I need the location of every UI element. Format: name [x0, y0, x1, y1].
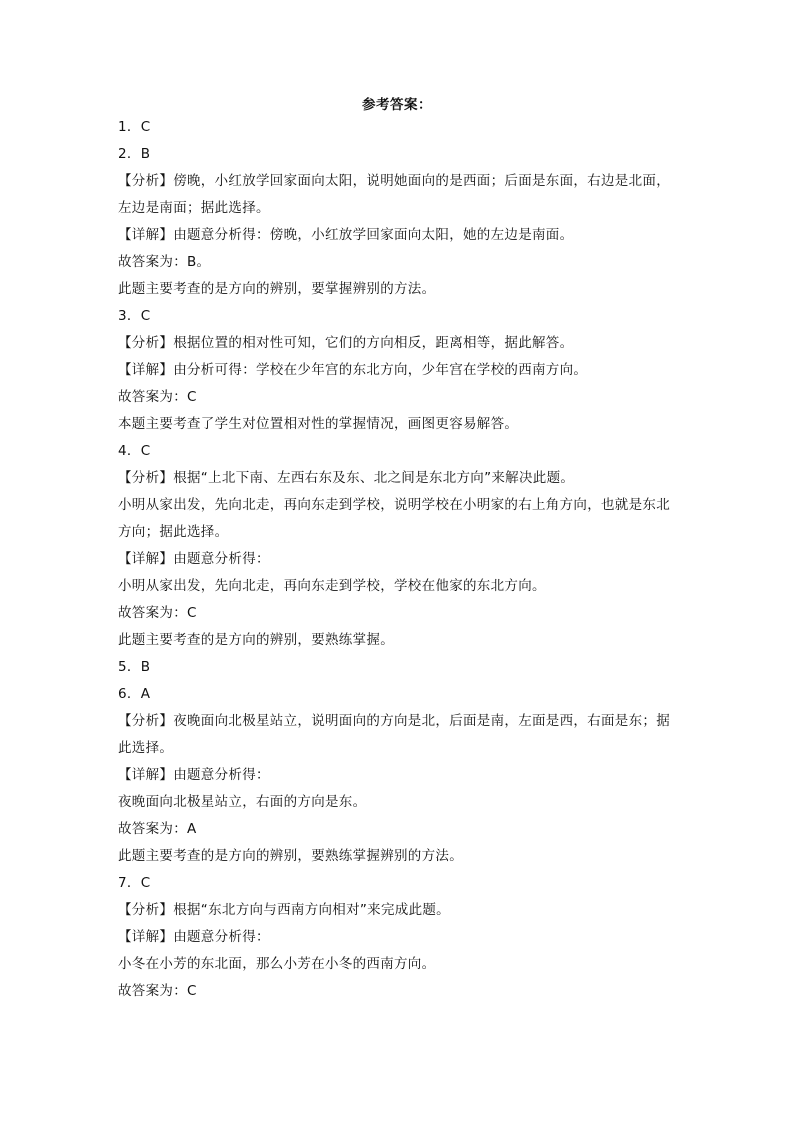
answer-body — [118, 114, 688, 1005]
page-title: 参考答案： — [362, 97, 432, 113]
answer-line: 7．C — [118, 875, 151, 891]
answer-line: 2．B — [118, 146, 151, 162]
answer-line: 此题主要考查的是方向的辨别，要熟练掌握。 — [118, 632, 394, 648]
answer-line: 本题主要考查了学生对位置相对性的掌握情况，画图更容易解答。 — [118, 416, 519, 432]
answer-line: 故答案为：C — [118, 983, 197, 999]
answer-line: 此题主要考查的是方向的辨别，要熟练掌握辨别的方法。 — [118, 848, 463, 864]
answer-line: 1．C — [118, 119, 151, 135]
answer-line: 【详解】由题意分析得： — [118, 551, 270, 567]
answer-line: 小明从家出发，先向北走，再向东走到学校，学校在他家的东北方向。 — [118, 578, 546, 594]
answer-line: 此选择。 — [118, 740, 174, 756]
answer-line: 3．C — [118, 308, 151, 324]
answer-line: 【分析】根据“上北下南、左西右东及东、北之间是东北方向”来解决此题。 — [118, 470, 575, 486]
answer-line: 方向；据此选择。 — [118, 524, 229, 540]
answer-line: 【详解】由题意分析得：傍晚，小红放学回家面向太阳，她的左边是南面。 — [118, 227, 574, 243]
answer-line: 此题主要考查的是方向的辨别，要掌握辨别的方法。 — [118, 281, 436, 297]
answer-line: 故答案为：B。 — [118, 254, 211, 270]
answer-line: 左边是南面；据此选择。 — [118, 200, 270, 216]
answer-line: 【分析】根据位置的相对性可知，它们的方向相反，距离相等，据此解答。 — [118, 335, 574, 351]
answer-line: 夜晚面向北极星站立，右面的方向是东。 — [118, 794, 367, 810]
answer-line: 故答案为：C — [118, 605, 197, 621]
answer-line: 5．B — [118, 659, 151, 675]
answer-line: 6．A — [118, 686, 151, 702]
answer-line: 【详解】由题意分析得： — [118, 929, 270, 945]
answer-line: 4．C — [118, 443, 151, 459]
answer-line: 故答案为：C — [118, 389, 197, 405]
answer-line: 【分析】根据“东北方向与西南方向相对”来完成此题。 — [118, 902, 450, 918]
answer-line: 【分析】傍晚，小红放学回家面向太阳，说明她面向的是西面；后面是东面，右边是北面， — [118, 173, 670, 189]
answer-line: 小明从家出发，先向北走，再向东走到学校，说明学校在小明家的右上角方向，也就是东北 — [118, 497, 670, 513]
answer-line: 【分析】夜晚面向北极星站立，说明面向的方向是北，后面是南，左面是西，右面是东；据 — [118, 713, 670, 729]
answer-line: 【详解】由分析可得：学校在少年宫的东北方向，少年宫在学校的西南方向。 — [118, 362, 588, 378]
answer-line: 小冬在小芳的东北面，那么小芳在小冬的西南方向。 — [118, 956, 436, 972]
answer-line: 故答案为：A — [118, 821, 197, 837]
answer-line: 【详解】由题意分析得： — [118, 767, 270, 783]
